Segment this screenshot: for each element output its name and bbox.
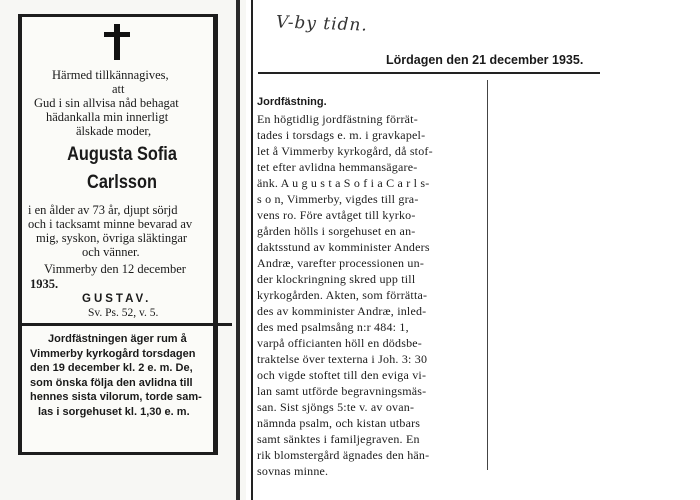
- deceased-first-names: Augusta Sofia: [67, 144, 177, 165]
- cross-icon: [104, 24, 130, 60]
- notice-body-line: och i tacksamt minne bevarad av: [28, 217, 193, 231]
- funeral-line: las i sorgehuset kl. 1,30 e. m.: [38, 405, 190, 418]
- article-line: let å Vimmerby kyrkogård, då stof-: [257, 144, 433, 158]
- clipping-edge: [251, 0, 253, 500]
- clipping-edge: [236, 0, 240, 500]
- column-rule: [487, 80, 488, 470]
- article-line: des med psalmsång n:r 484: 1,: [257, 320, 409, 334]
- article-heading: Jordfästning.: [257, 96, 327, 108]
- funeral-line: som önska följa den avlidna till: [30, 376, 193, 389]
- article-line: tet efter avlidna hemmansägare-: [257, 160, 418, 174]
- death-notice-clipping: [0, 0, 246, 500]
- notice-line: Härmed tillkännagives,: [52, 68, 169, 82]
- article-line: gården hölls i sorgehuset en an-: [257, 224, 416, 238]
- notice-body-line: i en ålder av 73 år, djupt sörjd: [28, 203, 178, 217]
- notice-year: 1935.: [30, 277, 59, 291]
- deceased-surname: Carlsson: [87, 172, 157, 193]
- handwritten-note: V-by tidn.: [275, 12, 369, 36]
- article-line: Andræ, varefter processionen un-: [257, 256, 425, 270]
- article-line: s o n, Vimmerby, vigdes till gra-: [257, 192, 419, 206]
- article-clipping: [248, 0, 700, 500]
- header-rule: [258, 72, 600, 74]
- notice-psalm: Sv. Ps. 52, v. 5.: [88, 307, 159, 319]
- funeral-line: den 19 december kl. 2 e. m. De,: [30, 362, 193, 374]
- notice-body-line: och vänner.: [82, 245, 140, 259]
- article-line: En högtidlig jordfästning förrät-: [257, 112, 418, 126]
- funeral-line: hennes sista vilorum, torde sam-: [30, 391, 202, 403]
- article-line: rik blomstergård ägnades den hän-: [257, 448, 430, 462]
- notice-signer: GUSTAV.: [82, 293, 152, 305]
- article-line: lan samt utförde begravningsmäs-: [257, 384, 427, 398]
- article-line: nämnda psalm, och kistan utbars: [257, 416, 421, 430]
- funeral-line: Vimmerby kyrkogård torsdagen: [30, 347, 196, 360]
- notice-divider: [22, 323, 232, 326]
- notice-line: att: [112, 82, 125, 96]
- article-line: varpå officianten höll en dödsbe-: [257, 336, 422, 350]
- notice-body-line: mig, syskon, övriga släktingar: [36, 231, 188, 245]
- article-line: och vigde stoftet till den eviga vi-: [257, 368, 427, 382]
- article-line: der klockringning skred upp till: [257, 272, 416, 286]
- article-line: tades i torsdags e. m. i gravkapel-: [257, 128, 426, 142]
- article-line: kyrkogården. Akten, som förrätta-: [257, 288, 428, 302]
- article-line: samt sänktes i familjegraven. En: [257, 432, 420, 446]
- notice-line: älskade moder,: [76, 124, 152, 138]
- article-line: traktelse över texterna i Joh. 3: 30: [257, 352, 428, 366]
- article-line: daktsstund av komminister Anders: [257, 240, 430, 254]
- article-line: änk. A u g u s t a S o f i a C a r l s-: [257, 176, 430, 190]
- notice-line: hädankalla min innerligt: [46, 110, 169, 124]
- newspaper-date: Lördagen den 21 december 1935.: [386, 53, 584, 67]
- notice-place-date: Vimmerby den 12 december: [44, 262, 186, 276]
- article-line: sovnas minne.: [257, 464, 329, 478]
- article-line: des av komminister Andræ, inled-: [257, 304, 427, 318]
- funeral-line: Jordfästningen äger rum å: [48, 333, 187, 345]
- notice-line: Gud i sin allvisa nåd behagat: [34, 96, 179, 110]
- article-line: vens ro. Före avtåget till kyrko-: [257, 208, 416, 222]
- article-line: san. Sist sjöngs 5:te v. av ovan-: [257, 400, 415, 414]
